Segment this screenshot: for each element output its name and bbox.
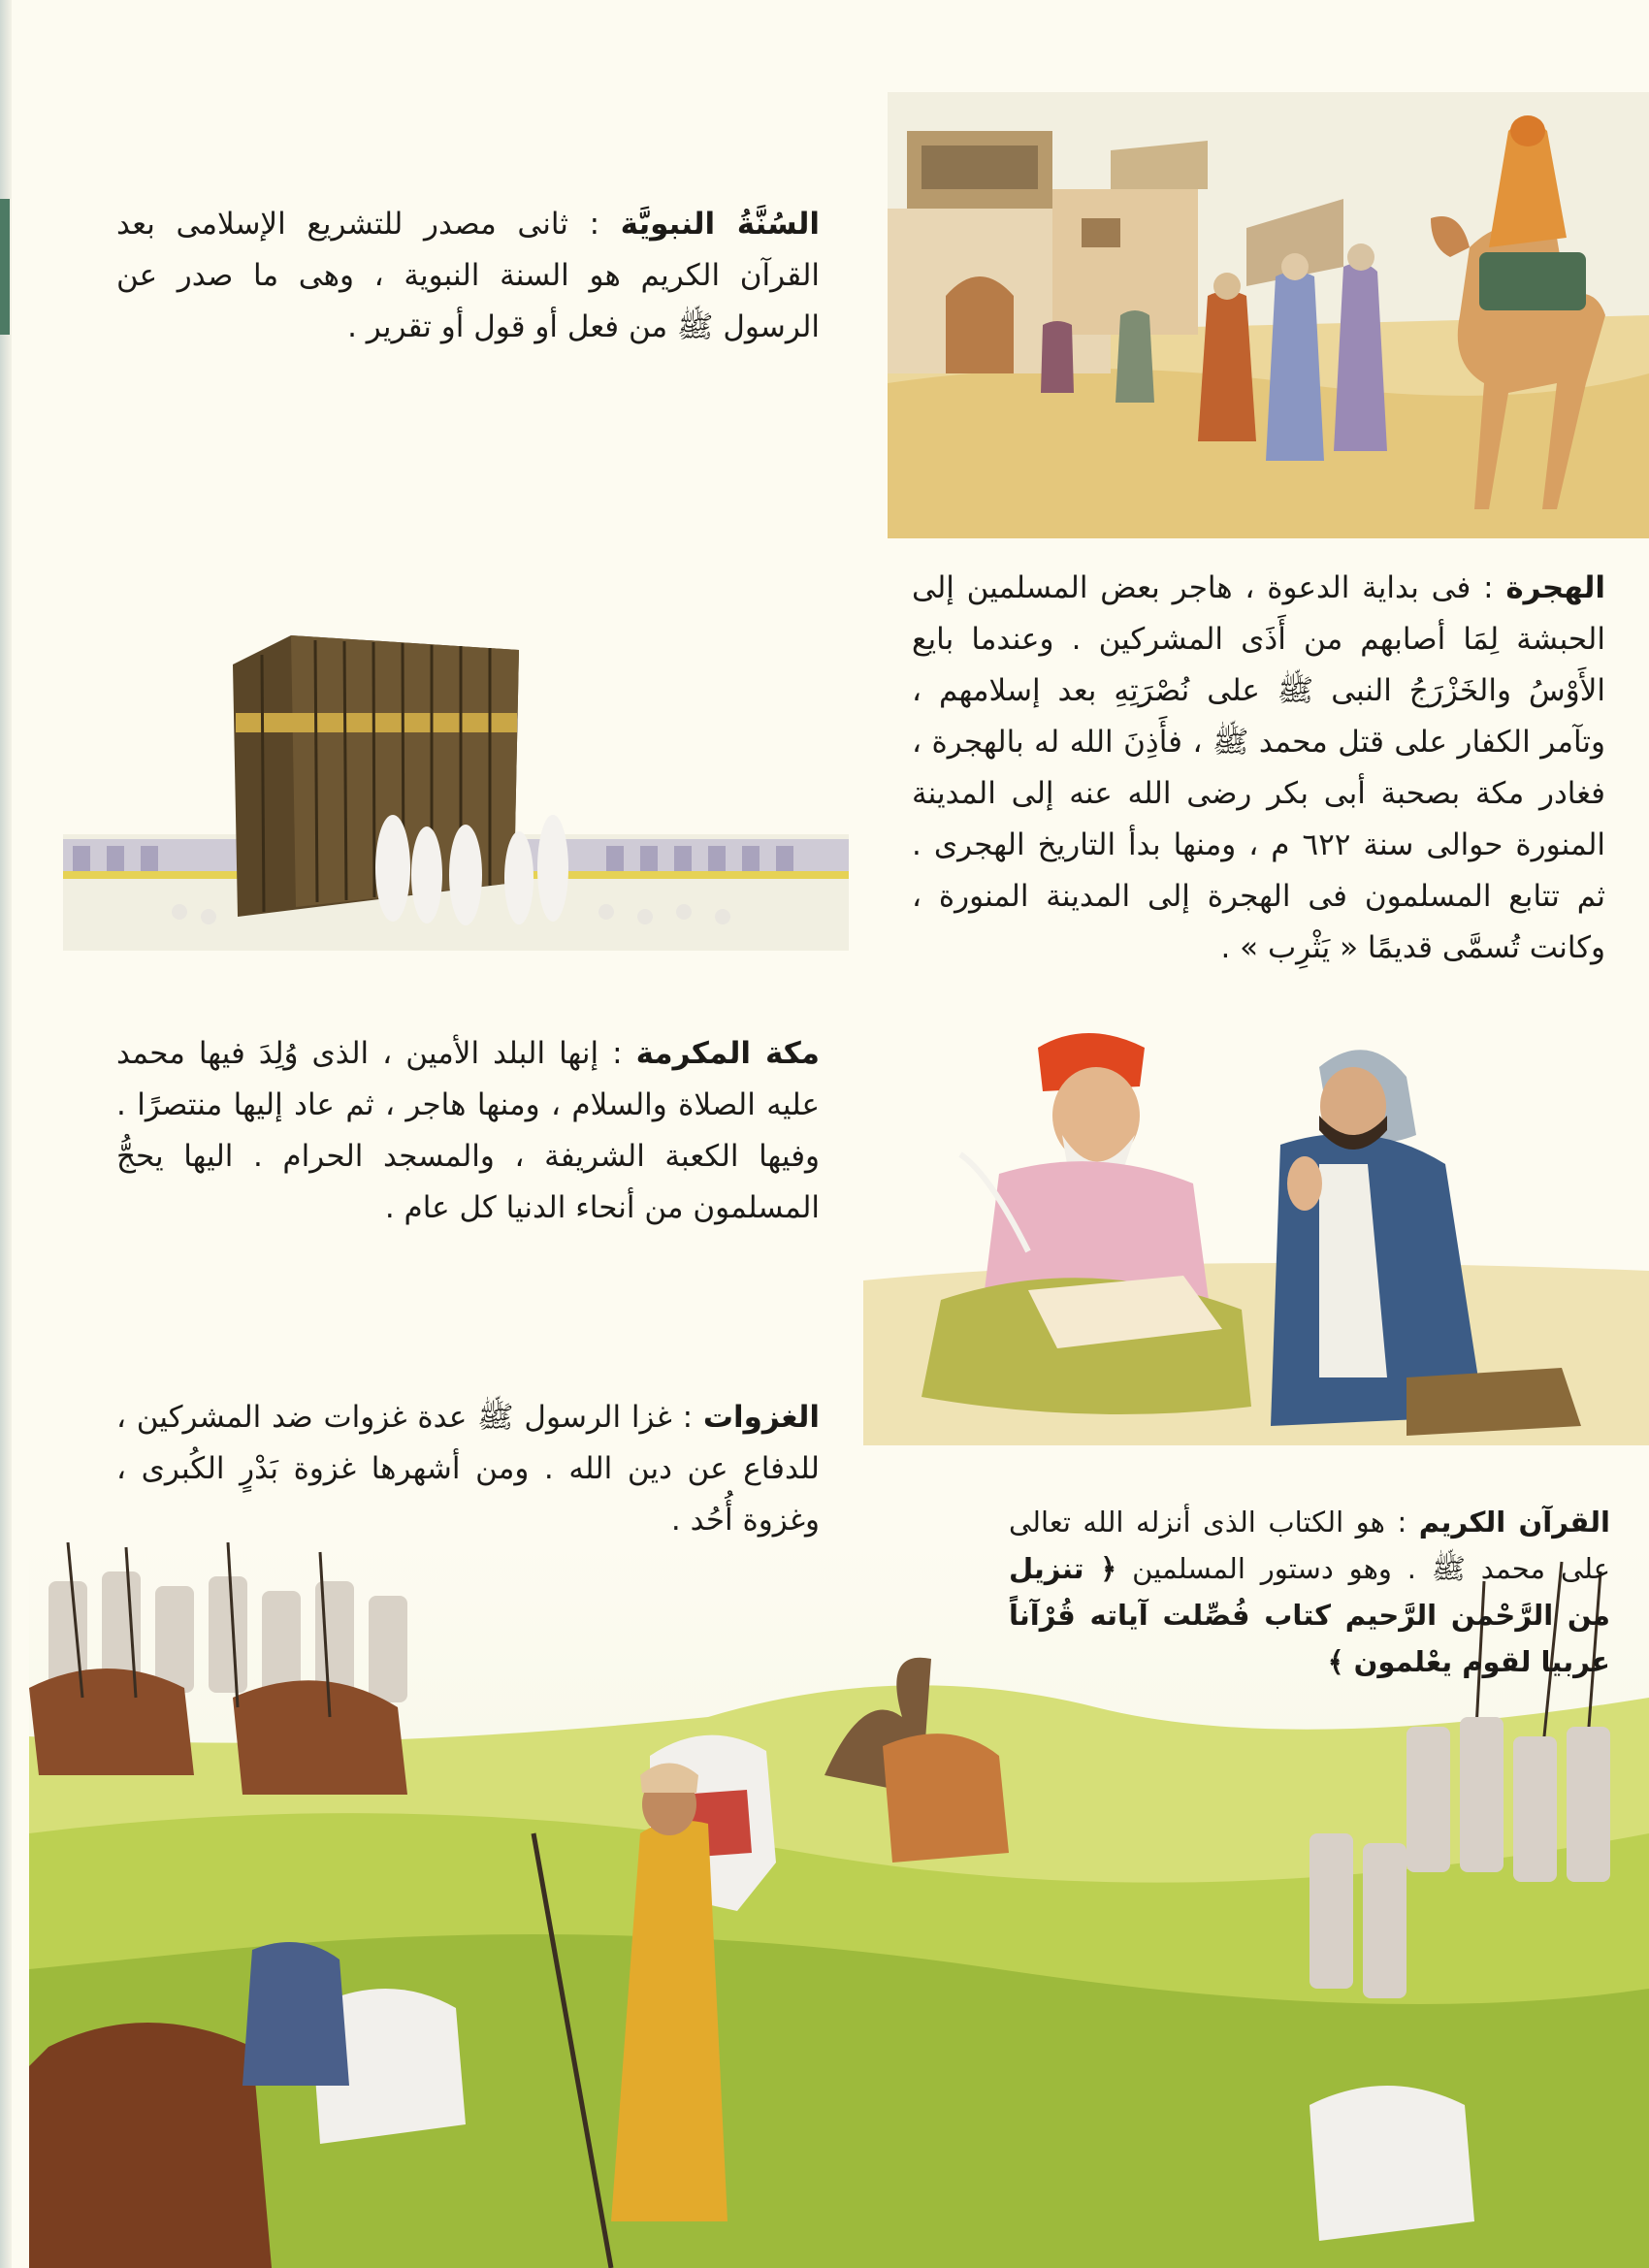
section-quran-body: : هو الكتاب الذى أنزله الله تعالى على محمد ﷺ . وهو دستور المسلمين (1009, 1506, 1610, 1585)
section-makkah-body: : إنها البلد الأمين ، الذى وُلِدَ فيها محمد عليه الصلاة والسلام ، ومنها هاجر ، ثم عاد إليها منتصرًا . وفيها الكعبة الشريفة ، والمسجد الحرام . اليها يحجُّ المسلمون من أنحاء الدنيا كل عام . (116, 1036, 820, 1225)
section-hijra-heading: الهجرة (1505, 570, 1605, 605)
scribe-illustration (863, 1009, 1649, 1445)
section-makkah (116, 1028, 820, 1234)
page-edge (0, 0, 12, 2268)
section-ghazawat (116, 1392, 820, 1546)
section-makkah-heading: مكة المكرمة (635, 1036, 820, 1071)
section-hijra-body: : فى بداية الدعوة ، هاجر بعض المسلمين إلى الحبشة لِمَا أصابهم من أَذَى المشركين . وعندما بايع الأَوْسُ والخَزْرَجُ النبى ﷺ على نُصْرَتِهِ بعد إسلامهم ، وتآمر الكفار على قتل محمد ﷺ ، فأَذِنَ الله له بالهجرة ، فغادر مكة بصحبة أبى بكر رضى الله عنه إلى المدينة المنورة حوالى سنة ٦٢٢ م ، ومنها بدأ التاريخ الهجرى . ثم تتابع المسلمون فى الهجرة إلى المدينة المنورة ، وكانت تُسمَّى قديمًا « يَثْرِب » . (912, 570, 1605, 965)
section-quran (1009, 1499, 1610, 1685)
section-quran-verse: ﴿ تنزيل من الرَّحْمن الرَّحيم كتاب فُصِّلت آياته قُرْآناً عربيا لقوم يعْلمون ﴾ (1009, 1552, 1610, 1678)
section-hijra (912, 563, 1605, 974)
section-ghazawat-body: : غزا الرسول ﷺ عدة غزوات ضد المشركين ، للدفاع عن دين الله . ومن أشهرها غزوة بَدْرٍ الكُبرى ، وغزوة أُحُد . (116, 1400, 820, 1538)
caravan-illustration (888, 92, 1649, 538)
section-sunnah (116, 199, 820, 353)
page-edge-leaf (0, 199, 10, 335)
section-sunnah-body: : ثانى مصدر للتشريع الإسلامى بعد القرآن الكريم هو السنة النبوية ، وهى ما صدر عن الرسول ﷺ من فعل أو قول أو تقرير . (116, 207, 820, 344)
section-ghazawat-heading: الغزوات (702, 1400, 820, 1435)
section-quran-heading: القرآن الكريم (1418, 1506, 1610, 1539)
section-sunnah-heading: السُنَّةُ النبويَّة (620, 207, 820, 242)
kaaba-illustration (63, 621, 849, 951)
